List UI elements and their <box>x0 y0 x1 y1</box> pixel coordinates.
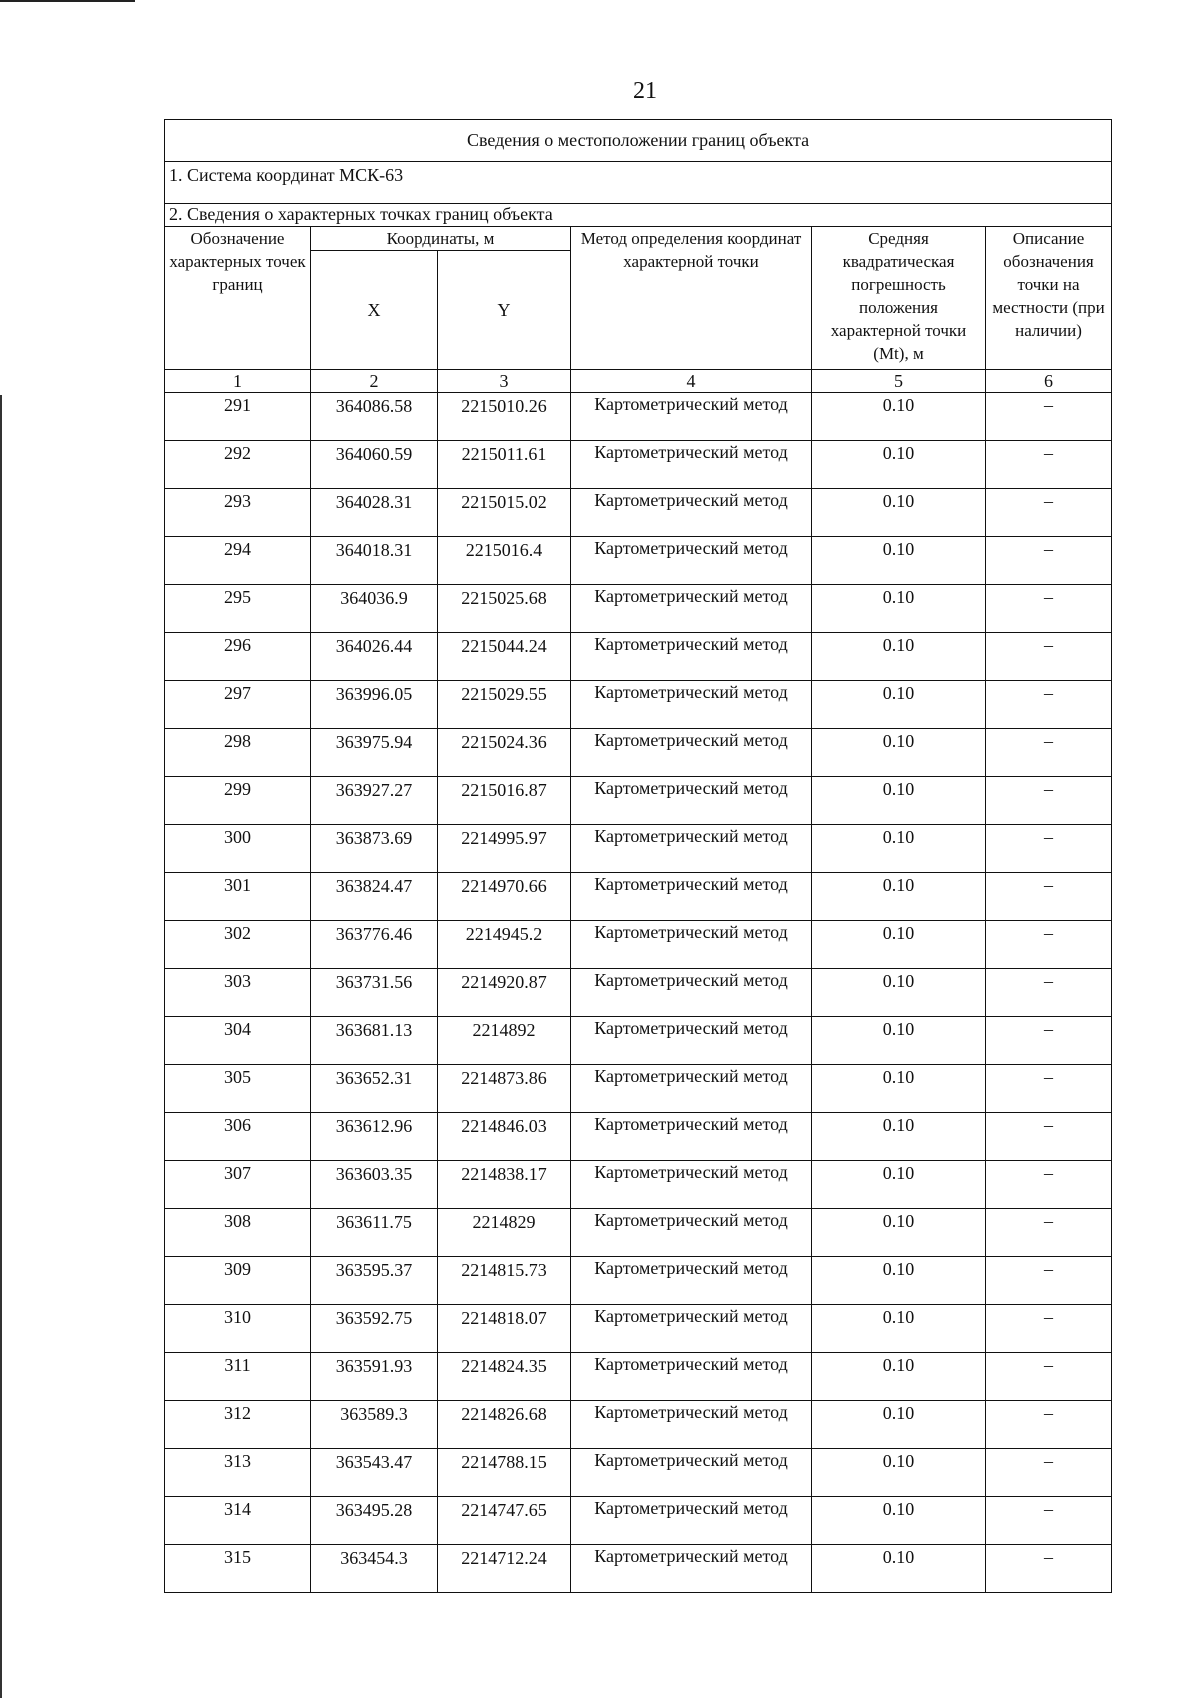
point-id: 306 <box>165 1113 311 1161</box>
point-id: 302 <box>165 921 311 969</box>
point-id: 311 <box>165 1353 311 1401</box>
coord-y: 2214945.2 <box>438 921 571 969</box>
method: Картометрический метод <box>571 1545 812 1593</box>
description: – <box>986 873 1112 921</box>
section-title-row <box>165 204 1112 227</box>
method: Картометрический метод <box>571 681 812 729</box>
accuracy: 0.10 <box>812 1065 986 1113</box>
point-id: 308 <box>165 1209 311 1257</box>
point-id: 299 <box>165 777 311 825</box>
description: – <box>986 1113 1112 1161</box>
coord-y: 2214824.35 <box>438 1353 571 1401</box>
coord-y: 2214747.65 <box>438 1497 571 1545</box>
point-id: 300 <box>165 825 311 873</box>
description: – <box>986 1305 1112 1353</box>
coord-x: 363611.75 <box>311 1209 438 1257</box>
description: – <box>986 921 1112 969</box>
coord-x: 363612.96 <box>311 1113 438 1161</box>
table-row <box>165 681 1112 729</box>
method: Картометрический метод <box>571 1161 812 1209</box>
table-row <box>165 873 1112 921</box>
description: – <box>986 681 1112 729</box>
table-title: Сведения о местоположении границ объекта <box>165 120 1112 162</box>
method: Картометрический метод <box>571 1497 812 1545</box>
description: – <box>986 393 1112 441</box>
table-row <box>165 393 1112 441</box>
table-row <box>165 1257 1112 1305</box>
description: – <box>986 825 1112 873</box>
point-id: 298 <box>165 729 311 777</box>
description: – <box>986 489 1112 537</box>
coord-x: 364060.59 <box>311 441 438 489</box>
point-id: 295 <box>165 585 311 633</box>
accuracy: 0.10 <box>812 921 986 969</box>
coord-y: 2215016.87 <box>438 777 571 825</box>
table-row <box>165 1017 1112 1065</box>
method: Картометрический метод <box>571 873 812 921</box>
table-row <box>165 1353 1112 1401</box>
point-id: 307 <box>165 1161 311 1209</box>
header-accuracy: Средняя квадратическая погрешность положения характерной точки (Mt), м <box>812 227 986 370</box>
coord-y: 2214995.97 <box>438 825 571 873</box>
table-row <box>165 969 1112 1017</box>
accuracy: 0.10 <box>812 729 986 777</box>
column-number: 4 <box>571 370 812 393</box>
column-number: 2 <box>311 370 438 393</box>
coord-x: 363731.56 <box>311 969 438 1017</box>
point-id: 304 <box>165 1017 311 1065</box>
coord-x: 363591.93 <box>311 1353 438 1401</box>
table-row <box>165 489 1112 537</box>
coord-y: 2214846.03 <box>438 1113 571 1161</box>
table-row <box>165 825 1112 873</box>
coord-x: 363454.3 <box>311 1545 438 1593</box>
coord-x: 363652.31 <box>311 1065 438 1113</box>
method: Картометрический метод <box>571 1305 812 1353</box>
accuracy: 0.10 <box>812 1305 986 1353</box>
description: – <box>986 1209 1112 1257</box>
table-title-row <box>165 120 1112 162</box>
header-x: X <box>311 251 438 370</box>
table-row <box>165 777 1112 825</box>
point-id: 294 <box>165 537 311 585</box>
coord-y: 2215015.02 <box>438 489 571 537</box>
accuracy: 0.10 <box>812 1353 986 1401</box>
accuracy: 0.10 <box>812 1161 986 1209</box>
method: Картометрический метод <box>571 441 812 489</box>
method: Картометрический метод <box>571 1353 812 1401</box>
table-row <box>165 1497 1112 1545</box>
header-description: Описание обозначения точки на местности (при наличии) <box>986 227 1112 370</box>
scan-edge-mark <box>0 0 135 2</box>
accuracy: 0.10 <box>812 441 986 489</box>
description: – <box>986 1161 1112 1209</box>
point-id: 309 <box>165 1257 311 1305</box>
coord-y: 2214712.24 <box>438 1545 571 1593</box>
header-method: Метод определения координат характерной точки <box>571 227 812 370</box>
coord-y: 2214873.86 <box>438 1065 571 1113</box>
coord-system-row <box>165 162 1112 204</box>
accuracy: 0.10 <box>812 537 986 585</box>
accuracy: 0.10 <box>812 585 986 633</box>
coord-x: 363495.28 <box>311 1497 438 1545</box>
coord-y: 2214815.73 <box>438 1257 571 1305</box>
accuracy: 0.10 <box>812 969 986 1017</box>
method: Картометрический метод <box>571 633 812 681</box>
coord-x: 364086.58 <box>311 393 438 441</box>
point-id: 310 <box>165 1305 311 1353</box>
table-row <box>165 441 1112 489</box>
coord-y: 2214829 <box>438 1209 571 1257</box>
method: Картометрический метод <box>571 1113 812 1161</box>
coord-y: 2215024.36 <box>438 729 571 777</box>
table-row <box>165 1305 1112 1353</box>
description: – <box>986 585 1112 633</box>
coord-x: 364026.44 <box>311 633 438 681</box>
column-numbers-row <box>165 370 1112 393</box>
point-id: 292 <box>165 441 311 489</box>
table-row <box>165 1161 1112 1209</box>
coord-y: 2215016.4 <box>438 537 571 585</box>
column-number: 5 <box>812 370 986 393</box>
accuracy: 0.10 <box>812 1545 986 1593</box>
description: – <box>986 1065 1112 1113</box>
section-title: 2. Сведения о характерных точках границ объекта <box>165 204 1112 227</box>
coord-y: 2215044.24 <box>438 633 571 681</box>
point-id: 312 <box>165 1401 311 1449</box>
coord-y: 2214920.87 <box>438 969 571 1017</box>
header-y: Y <box>438 251 571 370</box>
coord-system: 1. Система координат МСК-63 <box>165 162 1112 204</box>
method: Картометрический метод <box>571 1257 812 1305</box>
accuracy: 0.10 <box>812 1449 986 1497</box>
coord-x: 363824.47 <box>311 873 438 921</box>
point-id: 296 <box>165 633 311 681</box>
column-number: 1 <box>165 370 311 393</box>
point-id: 301 <box>165 873 311 921</box>
point-id: 305 <box>165 1065 311 1113</box>
accuracy: 0.10 <box>812 633 986 681</box>
coord-x: 363595.37 <box>311 1257 438 1305</box>
point-id: 293 <box>165 489 311 537</box>
coord-y: 2215029.55 <box>438 681 571 729</box>
table-row <box>165 1209 1112 1257</box>
method: Картометрический метод <box>571 1449 812 1497</box>
method: Картометрический метод <box>571 393 812 441</box>
page-number: 21 <box>633 78 657 104</box>
table-row <box>165 1545 1112 1593</box>
method: Картометрический метод <box>571 1017 812 1065</box>
table-row <box>165 1449 1112 1497</box>
boundary-points-table <box>164 119 1112 1593</box>
description: – <box>986 777 1112 825</box>
method: Картометрический метод <box>571 969 812 1017</box>
method: Картометрический метод <box>571 537 812 585</box>
coord-y: 2214818.07 <box>438 1305 571 1353</box>
description: – <box>986 1257 1112 1305</box>
table-row <box>165 921 1112 969</box>
scan-edge-line <box>0 395 2 1698</box>
coord-x: 364018.31 <box>311 537 438 585</box>
description: – <box>986 1017 1112 1065</box>
description: – <box>986 441 1112 489</box>
accuracy: 0.10 <box>812 393 986 441</box>
description: – <box>986 633 1112 681</box>
header-row-1 <box>165 227 1112 251</box>
accuracy: 0.10 <box>812 1401 986 1449</box>
coord-x: 363592.75 <box>311 1305 438 1353</box>
column-number: 3 <box>438 370 571 393</box>
coord-y: 2214892 <box>438 1017 571 1065</box>
method: Картометрический метод <box>571 729 812 777</box>
description: – <box>986 537 1112 585</box>
coord-x: 363776.46 <box>311 921 438 969</box>
accuracy: 0.10 <box>812 825 986 873</box>
description: – <box>986 1353 1112 1401</box>
description: – <box>986 1401 1112 1449</box>
accuracy: 0.10 <box>812 1113 986 1161</box>
accuracy: 0.10 <box>812 1497 986 1545</box>
method: Картометрический метод <box>571 585 812 633</box>
point-id: 303 <box>165 969 311 1017</box>
header-coordinates: Координаты, м <box>311 227 571 251</box>
description: – <box>986 1497 1112 1545</box>
method: Картометрический метод <box>571 1401 812 1449</box>
point-id: 291 <box>165 393 311 441</box>
accuracy: 0.10 <box>812 489 986 537</box>
accuracy: 0.10 <box>812 1257 986 1305</box>
coord-y: 2214970.66 <box>438 873 571 921</box>
coord-y: 2214838.17 <box>438 1161 571 1209</box>
table-row <box>165 1065 1112 1113</box>
description: – <box>986 729 1112 777</box>
table-row <box>165 633 1112 681</box>
coord-x: 363589.3 <box>311 1401 438 1449</box>
column-number: 6 <box>986 370 1112 393</box>
coord-x: 363996.05 <box>311 681 438 729</box>
point-id: 315 <box>165 1545 311 1593</box>
table-row <box>165 1401 1112 1449</box>
point-id: 313 <box>165 1449 311 1497</box>
method: Картометрический метод <box>571 489 812 537</box>
point-id: 297 <box>165 681 311 729</box>
description: – <box>986 1545 1112 1593</box>
point-id: 314 <box>165 1497 311 1545</box>
method: Картометрический метод <box>571 1065 812 1113</box>
coord-y: 2215010.26 <box>438 393 571 441</box>
header-point-designation: Обозначение характерных точек границ <box>165 227 311 370</box>
table-row <box>165 537 1112 585</box>
accuracy: 0.10 <box>812 777 986 825</box>
coord-x: 363975.94 <box>311 729 438 777</box>
table-row <box>165 729 1112 777</box>
method: Картометрический метод <box>571 777 812 825</box>
coord-x: 363873.69 <box>311 825 438 873</box>
coord-y: 2215011.61 <box>438 441 571 489</box>
description: – <box>986 1449 1112 1497</box>
accuracy: 0.10 <box>812 681 986 729</box>
coord-x: 363603.35 <box>311 1161 438 1209</box>
coord-x: 363543.47 <box>311 1449 438 1497</box>
table-row <box>165 1113 1112 1161</box>
coord-x: 364028.31 <box>311 489 438 537</box>
method: Картометрический метод <box>571 921 812 969</box>
accuracy: 0.10 <box>812 1209 986 1257</box>
table-row <box>165 585 1112 633</box>
accuracy: 0.10 <box>812 873 986 921</box>
method: Картометрический метод <box>571 825 812 873</box>
coord-x: 364036.9 <box>311 585 438 633</box>
coord-x: 363681.13 <box>311 1017 438 1065</box>
coord-y: 2214826.68 <box>438 1401 571 1449</box>
coord-x: 363927.27 <box>311 777 438 825</box>
method: Картометрический метод <box>571 1209 812 1257</box>
accuracy: 0.10 <box>812 1017 986 1065</box>
description: – <box>986 969 1112 1017</box>
coord-y: 2214788.15 <box>438 1449 571 1497</box>
coord-y: 2215025.68 <box>438 585 571 633</box>
